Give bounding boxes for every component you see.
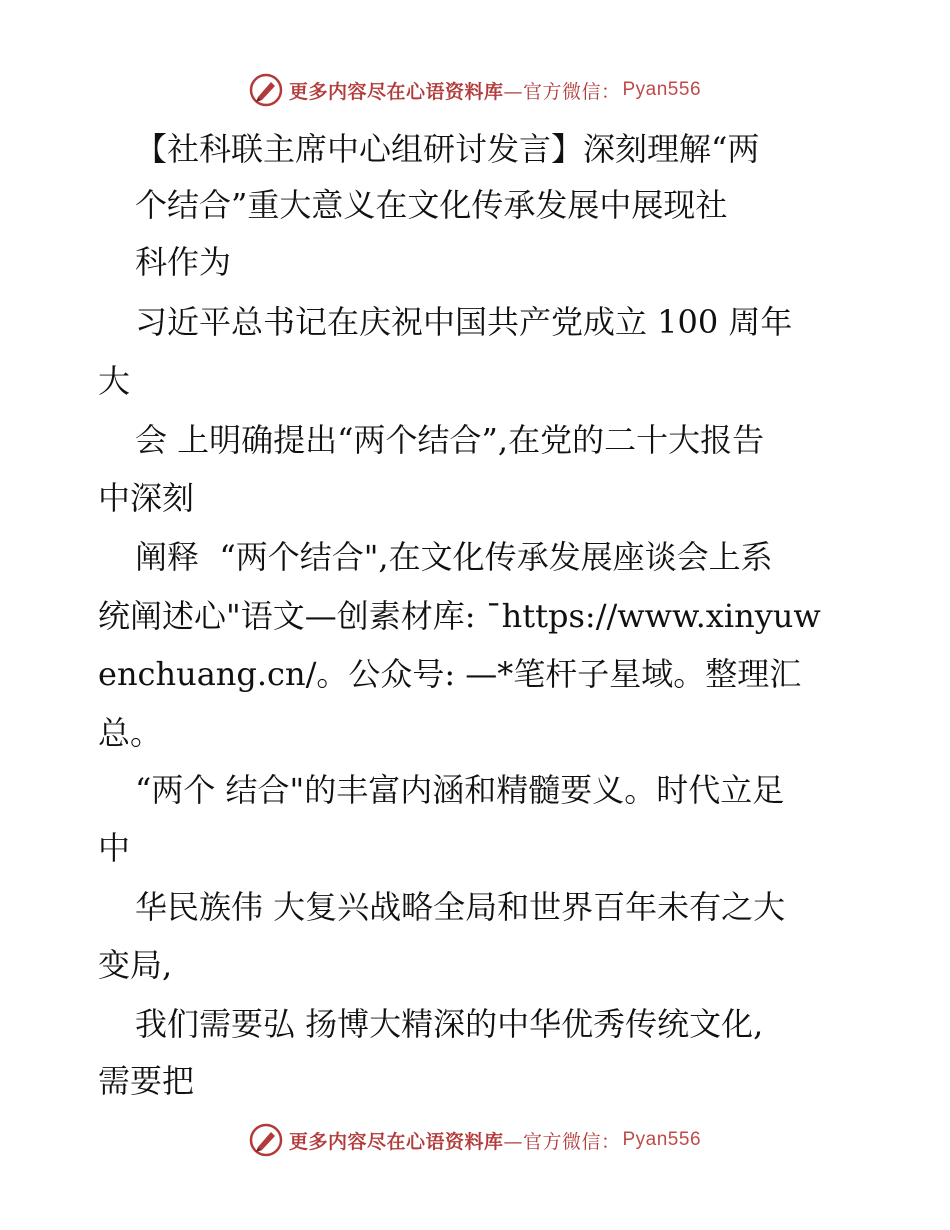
text-line: 中深刻 (98, 479, 195, 517)
text-line: 阐释 “两个结合",在文化传承发展座谈会上系 (135, 538, 773, 576)
banner-official-text: —官方微信： (503, 80, 621, 103)
text-line: 华民族伟 大复兴战略全局和世界百年未有之大 (135, 888, 786, 926)
footer-banner (0, 1120, 950, 1160)
text-line: 个结合”重大意义在文化传承发展中展现社 (135, 186, 728, 224)
text-line: 我们需要弘 扬博大精深的中华优秀传统文化, (135, 1005, 764, 1043)
pen-logo-icon (249, 73, 283, 107)
banner-official-text: —官方微信： (503, 1130, 621, 1153)
text-line: 【社科联主席中心组研讨发言】深刻理解“两 (135, 130, 760, 168)
text-line: 科作为 (135, 243, 232, 281)
text-line: 统阐述心"语文—创素材库: ¯https://www.xinyuw (98, 597, 821, 635)
text-line: enchuang.cn/。公众号: —*笔杆子星域。整理汇 (98, 655, 802, 693)
text-line: 会 上明确提出“两个结合”,在党的二十大报告 (135, 421, 765, 459)
text-line: 总。 (98, 714, 163, 752)
text-line: 中 (98, 829, 131, 867)
text-line: 习近平总书记在庆祝中国共产党成立 100 周年 (135, 303, 793, 341)
banner-wechat-id: Pyan556 (622, 79, 702, 100)
banner-brand-text: 更多内容尽在心语资料库 (288, 1130, 504, 1153)
text-line: 大 (98, 362, 131, 400)
banner-brand-text: 更多内容尽在心语资料库 (288, 80, 504, 103)
text-line: 变局, (98, 946, 173, 984)
pen-logo-icon (249, 1123, 283, 1157)
header-banner (0, 70, 950, 110)
text-line: 需要把 (98, 1062, 195, 1100)
banner-wechat-id: Pyan556 (622, 1129, 702, 1150)
text-line: “两个 结合"的丰富内涵和精髓要义。时代立足 (135, 771, 785, 809)
